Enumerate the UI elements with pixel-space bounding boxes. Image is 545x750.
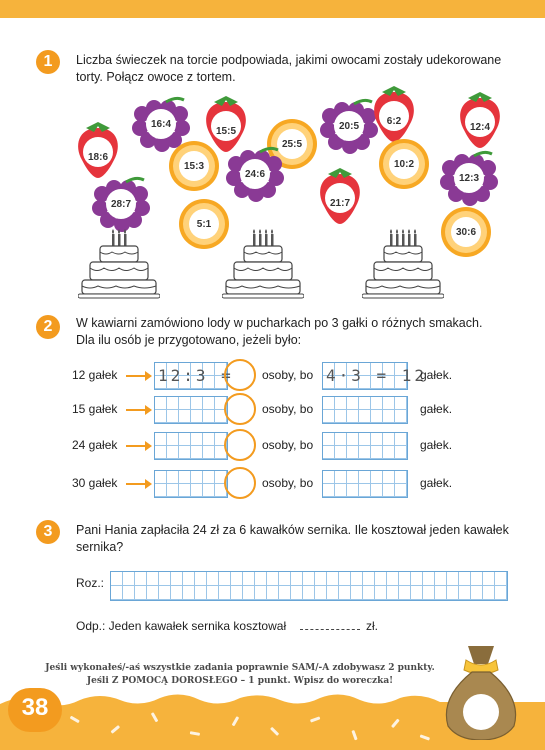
fruit-label: 10:2	[393, 158, 414, 170]
task1-instruction-line2: torty. Połącz owoce z tortem.	[76, 70, 236, 84]
footer-instruction-line2: Jeśli Z POMOCĄ DOROSŁEGO – 1 punkt. Wpisz do woreczka!	[86, 676, 394, 686]
fruit-label: 5:1	[196, 218, 212, 230]
fruit-label: 28:7	[110, 198, 131, 210]
fruit-label: 30:6	[455, 226, 476, 238]
candle	[402, 234, 405, 246]
row-middle-text: osoby, bo	[262, 476, 314, 490]
cake-with-candles[interactable]	[222, 228, 304, 305]
fruit-label: 6:2	[386, 115, 402, 127]
handwritten-check: 4·3 = 12	[326, 366, 428, 385]
candle	[265, 234, 268, 246]
answer-circle[interactable]	[224, 467, 256, 499]
candle	[396, 234, 399, 246]
answer-circle[interactable]	[224, 359, 256, 391]
row-label: 24 gałek	[72, 438, 118, 452]
footer-instruction-line1: Jeśli wykonałeś/-aś wszystkie zadania poprawnie SAM/-A zdobywasz 2 punkty.	[45, 663, 435, 673]
candle	[271, 234, 274, 246]
fruit-label: 15:3	[183, 160, 204, 172]
fruit-label: 12:4	[469, 121, 490, 133]
candle	[112, 234, 115, 246]
odp-answer-line[interactable]	[300, 629, 360, 630]
task3-instruction-line1: Pani Hania zapłaciła 24 zł za 6 kawałków sernika. Ile kosztował jeden kawałek	[76, 523, 509, 537]
fruit-label: 24:6	[244, 168, 265, 180]
row-label: 30 gałek	[72, 476, 118, 490]
page-number: 38	[21, 694, 49, 721]
top-color-band	[0, 0, 545, 18]
task-number-badge-2: 2	[36, 315, 60, 339]
fruit-label: 21:7	[329, 197, 350, 209]
points-bag-icon[interactable]	[438, 636, 524, 740]
row-middle-text: osoby, bo	[262, 438, 314, 452]
fruit-grapes[interactable]	[92, 176, 150, 232]
arrow-icon	[126, 409, 146, 411]
fruit-orange[interactable]	[168, 140, 220, 192]
cake-with-candles[interactable]	[78, 228, 160, 305]
task2-instruction-line1: W kawiarni zamówiono lody w pucharkach po 3 gałki o różnych smakach.	[76, 316, 483, 330]
handwritten-division: 12:3 =	[158, 366, 234, 385]
arrow-icon	[126, 375, 146, 377]
fruit-label: 25:5	[281, 138, 302, 150]
candle	[124, 234, 127, 246]
cake-with-candles[interactable]	[362, 228, 444, 305]
fruit-strawberry[interactable]	[314, 164, 366, 224]
roz-writing-grid[interactable]	[110, 571, 508, 601]
row-end-text: gałek.	[420, 402, 453, 416]
arrow-icon	[126, 483, 146, 485]
fruit-label: 12:3	[458, 172, 479, 184]
row-end-text: gałek.	[420, 368, 453, 382]
answer-circle[interactable]	[224, 393, 256, 425]
fruit-grapes[interactable]	[440, 150, 498, 206]
fruit-grapes[interactable]	[226, 146, 284, 202]
fruit-label: 16:4	[150, 118, 171, 130]
fruit-label: 20:5	[338, 120, 359, 132]
candle	[253, 234, 256, 246]
candle	[259, 234, 262, 246]
candle	[414, 234, 417, 246]
answer-circle[interactable]	[224, 429, 256, 461]
odp-label: Odp.: Jeden kawałek sernika kosztował	[76, 619, 287, 633]
odp-unit: zł.	[366, 619, 378, 633]
row-label: 12 gałek	[72, 368, 118, 382]
answer-writing-grid[interactable]	[154, 432, 228, 460]
fruit-label: 15:5	[215, 125, 236, 137]
row-end-text: gałek.	[420, 476, 453, 490]
answer-writing-grid[interactable]	[322, 432, 408, 460]
row-label: 15 gałek	[72, 402, 118, 416]
roz-label: Roz.:	[76, 576, 105, 590]
row-end-text: gałek.	[420, 438, 453, 452]
fruit-orange[interactable]	[378, 138, 430, 190]
answer-writing-grid[interactable]	[154, 396, 228, 424]
task1-instruction-line1: Liczba świeczek na torcie podpowiada, jakimi owocami zostały udekorowane	[76, 53, 502, 67]
fruit-label: 18:6	[87, 151, 108, 163]
fruit-orange[interactable]	[440, 206, 492, 258]
fruit-strawberry[interactable]	[72, 118, 124, 178]
row-middle-text: osoby, bo	[262, 402, 314, 416]
row-middle-text: osoby, bo	[262, 368, 314, 382]
fruit-strawberry[interactable]	[454, 88, 506, 148]
candle	[390, 234, 393, 246]
task-number-badge-3: 3	[36, 520, 60, 544]
task-number-badge-1: 1	[36, 50, 60, 74]
answer-writing-grid[interactable]	[322, 470, 408, 498]
fruit-strawberry[interactable]	[368, 82, 420, 142]
task3-instruction-line2: sernika?	[76, 540, 124, 554]
answer-writing-grid[interactable]	[154, 470, 228, 498]
task2-instruction-line2: Dla ilu osób je przygotowano, jeżeli było:	[76, 333, 302, 347]
candle	[408, 234, 411, 246]
arrow-icon	[126, 445, 146, 447]
candle	[118, 234, 121, 246]
answer-writing-grid[interactable]	[322, 396, 408, 424]
